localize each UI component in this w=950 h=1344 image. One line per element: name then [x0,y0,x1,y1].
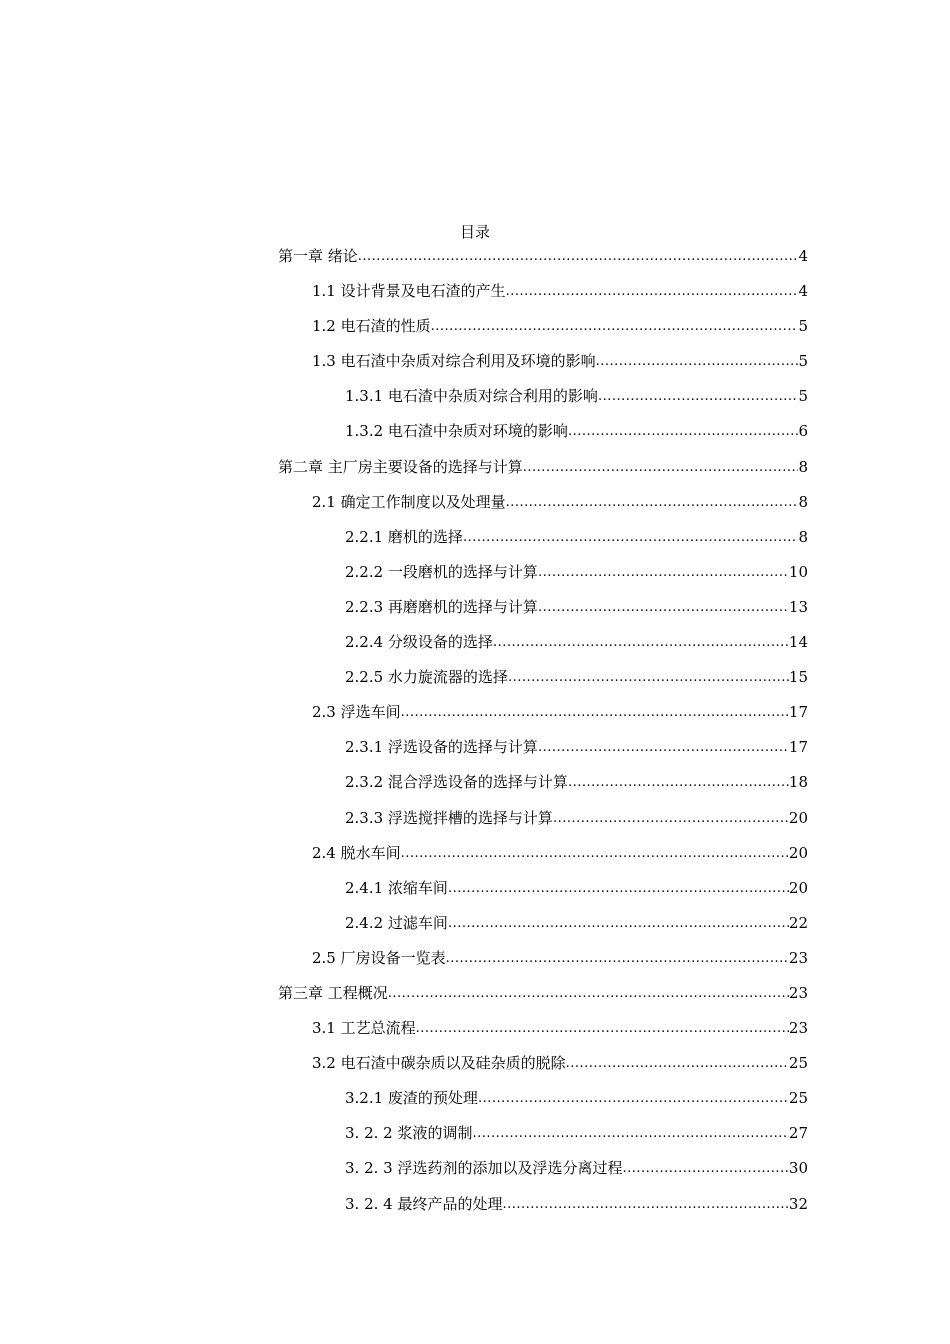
toc-page-number: 8 [798,492,808,511]
toc-leader-dots [598,386,799,408]
toc-page-number: 8 [798,527,808,546]
toc-entry-text: 2.5 厂房设备一览表 [312,948,446,967]
toc-leader-dots [416,1018,789,1040]
toc-page-number: 20 [788,808,808,827]
toc-leader-dots [523,457,799,479]
toc-entry-text: 2.3.1 浮选设备的选择与计算 [345,738,538,757]
toc-leader-dots [508,667,789,689]
toc-leader-dots [506,492,799,514]
toc-page-number: 23 [788,1019,808,1038]
toc-entry-text: 2.3.2 混合浮选设备的选择与计算 [345,773,568,792]
toc-leader-dots [388,983,789,1005]
toc-entry[interactable] [278,632,808,667]
toc-leader-dots [401,702,789,724]
toc-page-number: 5 [798,352,808,371]
toc-entry[interactable] [278,246,808,281]
toc-entry-text: 3. 2. 2 浆液的调制 [345,1124,473,1143]
toc-leader-dots [538,562,789,584]
toc-entry-text: 2.2.5 水力旋流器的选择 [345,668,508,687]
toc-page-number: 5 [798,317,808,336]
toc-entry[interactable] [278,1053,808,1088]
toc-entry-text: 3. 2. 3 浮选药剂的添加以及浮选分离过程 [345,1159,623,1178]
toc-entry-text: 3.2 电石渣中碳杂质以及硅杂质的脱除 [312,1054,566,1073]
toc-title: 目录 [459,223,490,241]
toc-entry[interactable] [278,772,808,807]
toc-page-number: 6 [798,422,808,441]
toc-page-number: 17 [788,738,808,757]
toc-page-number: 22 [788,913,808,932]
toc-leader-dots [401,843,789,865]
toc-entry[interactable] [278,1088,808,1123]
toc-leader-dots [596,351,799,373]
toc-entry[interactable] [278,457,808,492]
toc-entry[interactable] [278,316,808,351]
toc-leader-dots [566,1053,789,1075]
toc-leader-dots [448,913,789,935]
toc-entry-text: 1.2 电石渣的性质 [312,317,431,336]
toc-page-number: 23 [788,983,808,1002]
table-of-contents [278,246,808,1229]
toc-leader-dots [463,527,799,549]
toc-entry[interactable] [278,281,808,316]
toc-entry[interactable] [278,1158,808,1193]
toc-entry[interactable] [278,983,808,1018]
toc-page-number: 4 [798,282,808,301]
toc-entry-text: 2.2.2 一段磨机的选择与计算 [345,562,538,581]
toc-entry-text: 2.4.2 过滤车间 [345,913,448,932]
toc-entry-text: 第二章 主厂房主要设备的选择与计算 [278,457,523,476]
toc-page-number: 27 [788,1124,808,1143]
toc-entry-text: 1.3.2 电石渣中杂质对环境的影响 [345,422,568,441]
toc-entry[interactable] [278,843,808,878]
toc-leader-dots [553,808,789,830]
toc-entry[interactable] [278,1123,808,1158]
toc-entry-text: 3.1 工艺总流程 [312,1019,416,1038]
toc-entry[interactable] [278,562,808,597]
toc-page-number: 5 [798,387,808,406]
toc-leader-dots [568,772,789,794]
toc-leader-dots [506,281,799,303]
toc-entry-text: 2.2.1 磨机的选择 [345,527,463,546]
toc-page-number: 10 [788,562,808,581]
toc-entry[interactable] [278,948,808,983]
toc-page-number: 20 [788,843,808,862]
toc-entry[interactable] [278,1194,808,1229]
toc-page-number: 30 [788,1159,808,1178]
toc-leader-dots [446,948,789,970]
toc-leader-dots [622,1158,788,1180]
toc-leader-dots [478,1088,789,1110]
toc-entry[interactable] [278,667,808,702]
toc-entry-text: 3.2.1 废渣的预处理 [345,1089,478,1108]
toc-entry-text: 第一章 绪论 [278,247,358,265]
toc-entry-text: 2.1 确定工作制度以及处理量 [312,492,506,511]
toc-leader-dots [431,316,799,338]
toc-page-number: 14 [788,633,808,652]
toc-page-number: 20 [788,878,808,897]
toc-leader-dots [493,632,789,654]
toc-entry-text: 1.3.1 电石渣中杂质对综合利用的影响 [345,387,598,406]
toc-entry[interactable] [278,808,808,843]
toc-page-number: 15 [788,668,808,687]
toc-entry[interactable] [278,878,808,913]
toc-entry[interactable] [278,597,808,632]
toc-leader-dots [502,1194,788,1216]
toc-leader-dots [568,421,799,443]
toc-leader-dots [538,597,789,619]
toc-entry[interactable] [278,1018,808,1053]
toc-entry[interactable] [278,351,808,386]
toc-page-number: 17 [788,703,808,722]
toc-page-number: 8 [798,457,808,476]
toc-page-number: 25 [788,1089,808,1108]
toc-entry-text: 2.2.4 分级设备的选择 [345,633,493,652]
toc-entry-text: 2.3.3 浮选搅拌槽的选择与计算 [345,808,553,827]
toc-page-number: 32 [788,1194,808,1213]
toc-entry[interactable] [278,737,808,772]
toc-entry-text: 2.3 浮选车间 [312,703,401,722]
toc-page-number: 4 [798,247,808,265]
toc-page-number: 13 [788,597,808,616]
toc-entry-text: 2.4.1 浓缩车间 [345,878,448,897]
toc-page-number: 23 [788,948,808,967]
toc-page-number: 25 [788,1054,808,1073]
toc-entry[interactable] [278,386,808,421]
toc-entry-text: 第三章 工程概况 [278,983,388,1002]
toc-page-number: 18 [788,773,808,792]
toc-entry[interactable] [278,421,808,456]
toc-entry[interactable] [278,527,808,562]
toc-entry[interactable] [278,702,808,737]
toc-entry[interactable] [278,492,808,527]
toc-entry[interactable] [278,913,808,948]
toc-entry-text: 3. 2. 4 最终产品的处理 [345,1194,503,1213]
toc-leader-dots [358,246,799,268]
toc-entry-text: 1.1 设计背景及电石渣的产生 [312,282,506,301]
toc-leader-dots [538,737,789,759]
toc-entry-text: 1.3 电石渣中杂质对综合利用及环境的影响 [312,352,596,371]
toc-entry-text: 2.4 脱水车间 [312,843,401,862]
toc-leader-dots [472,1123,788,1145]
toc-leader-dots [448,878,789,900]
toc-entry-text: 2.2.3 再磨磨机的选择与计算 [345,597,538,616]
